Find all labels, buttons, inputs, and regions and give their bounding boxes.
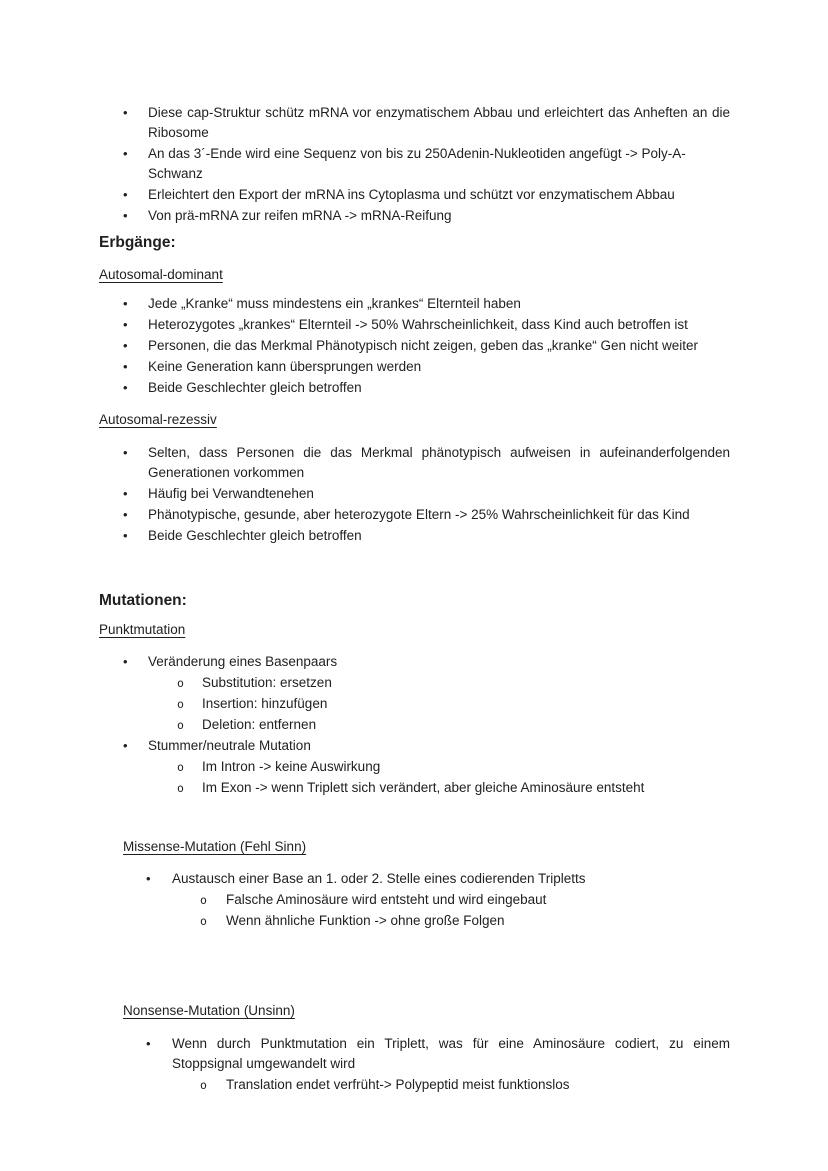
list-item-text: Stummer/neutrale Mutation [148, 738, 311, 753]
circle-bullet-icon: o [200, 914, 207, 928]
subheading-punktmutation: Punktmutation [99, 622, 186, 637]
dominant-bullet-list [99, 294, 730, 398]
list-item [99, 103, 730, 143]
sub-list-item-text: Im Exon -> wenn Triplett sich verändert, aber gleiche Aminosäure entsteht [202, 780, 645, 795]
subheading-nonsense-mutation: Nonsense-Mutation (Unsinn) [123, 1003, 295, 1018]
list-item-text: Ribosome [148, 125, 209, 140]
list-item [99, 869, 730, 889]
list-item-text: Selten, dass Personen die das Merkmal phänotypisch aufweisen in aufeinanderfolgenden [148, 445, 730, 460]
list-item [99, 526, 730, 546]
bullet-icon: • [123, 359, 128, 374]
list-item-text: Beide Geschlechter gleich betroffen [148, 528, 362, 543]
sub-list-item [99, 911, 730, 931]
list-item-text: Keine Generation kann übersprungen werden [148, 359, 422, 374]
sub-list-item-text: Wenn ähnliche Funktion -> ohne große Folgen [226, 913, 505, 928]
nonsense-section [99, 1001, 730, 1095]
list-item-text: Generationen vorkommen [148, 465, 305, 480]
bullet-icon: • [123, 738, 128, 753]
subheading-autosomal-rezessiv: Autosomal-rezessiv [99, 412, 217, 427]
bullet-icon: • [123, 146, 128, 161]
bullet-icon: • [123, 507, 128, 522]
list-item [99, 185, 730, 205]
sub-list-item [99, 715, 730, 735]
bullet-icon: • [123, 187, 128, 202]
subheading-missense-mutation: Missense-Mutation (Fehl Sinn) [123, 839, 307, 854]
bullet-icon: • [123, 317, 128, 332]
list-item-text: Phänotypische, gesunde, aber heterozygote Eltern -> 25% Wahrscheinlichkeit für das Kind [148, 507, 690, 522]
circle-bullet-icon: o [177, 781, 184, 795]
list-item-text: Wenn durch Punktmutation ein Triplett, was für eine Aminosäure codiert, zu einem [172, 1036, 730, 1051]
list-item [99, 505, 730, 525]
list-item-text: Stoppsignal umgewandelt wird [172, 1056, 356, 1071]
bullet-icon: • [123, 654, 128, 669]
bullet-icon: • [123, 296, 128, 311]
sub-list-item [99, 673, 730, 693]
list-item [99, 736, 730, 756]
subheading-row [123, 837, 730, 857]
list-item [99, 1034, 730, 1074]
list-item-text: Jede „Kranke“ muss mindestens ein „krankes“ Elternteil haben [148, 296, 521, 311]
bullet-icon: • [123, 208, 128, 223]
bullet-icon: • [146, 1036, 151, 1051]
circle-bullet-icon: o [200, 893, 207, 907]
subheading-row [99, 620, 730, 640]
missense-bullet-list [99, 869, 730, 931]
missense-section [99, 837, 730, 931]
bullet-icon: • [123, 445, 128, 460]
bullet-icon: • [123, 105, 128, 120]
list-item-text: Erleichtert den Export der mRNA ins Cytoplasma und schützt vor enzymatischem Abbau [148, 187, 675, 202]
list-item-text: Von prä-mRNA zur reifen mRNA -> mRNA-Reifung [148, 208, 452, 223]
list-item-text: Veränderung eines Basenpaars [148, 654, 338, 669]
list-item-text: Beide Geschlechter gleich betroffen [148, 380, 362, 395]
list-item-text: Austausch einer Base an 1. oder 2. Stelle eines codierenden Tripletts [172, 871, 586, 886]
sub-list-item-text: Insertion: hinzufügen [202, 696, 328, 711]
subheading-autosomal-dominant: Autosomal-dominant [99, 267, 223, 282]
sub-list-item-text: Deletion: entfernen [202, 717, 317, 732]
list-item [99, 294, 730, 314]
circle-bullet-icon: o [177, 760, 184, 774]
list-item [99, 336, 730, 356]
list-item [99, 652, 730, 672]
circle-bullet-icon: o [200, 1078, 207, 1092]
bullet-icon: • [123, 380, 128, 395]
sub-list-item [99, 778, 730, 798]
section-heading-mutationen: Mutationen: [99, 592, 187, 609]
bullet-icon: • [123, 486, 128, 501]
bullet-icon: • [123, 528, 128, 543]
intro-bullet-list [99, 103, 730, 226]
section-heading-erbgaenge: Erbgänge: [99, 234, 176, 251]
circle-bullet-icon: o [177, 676, 184, 690]
bullet-icon: • [146, 871, 151, 886]
list-item [99, 443, 730, 483]
sub-list-item [99, 757, 730, 777]
list-item [99, 484, 730, 504]
sub-list-item-text: Substitution: ersetzen [202, 675, 332, 690]
bullet-icon: • [123, 338, 128, 353]
sub-list-item [99, 890, 730, 910]
sub-list-item [99, 1075, 730, 1095]
circle-bullet-icon: o [177, 697, 184, 711]
list-item [99, 144, 730, 184]
list-item [99, 315, 730, 335]
list-item-text: Diese cap-Struktur schütz mRNA vor enzymatischem Abbau und erleichtert das Anheften an die [148, 105, 730, 120]
list-item [99, 206, 730, 226]
sub-list-item-text: Im Intron -> keine Auswirkung [202, 759, 381, 774]
list-item [99, 378, 730, 398]
circle-bullet-icon: o [177, 718, 184, 732]
list-item-text: Heterozygotes „krankes“ Elternteil -> 50% Wahrscheinlichkeit, dass Kind auch betroffen ist [148, 317, 688, 332]
list-item-text: Häufig bei Verwandtenehen [148, 486, 314, 501]
subheading-row [123, 1001, 730, 1021]
rezessiv-bullet-list [99, 443, 730, 546]
list-item [99, 357, 730, 377]
list-item-text: Personen, die das Merkmal Phänotypisch nicht zeigen, geben das „kranke“ Gen nicht weiter [148, 338, 699, 353]
list-item-text: An das 3´-Ende wird eine Sequenz von bis zu 250Adenin-Nukleotiden angefügt -> Poly-A-Schwanz [148, 146, 686, 181]
sub-list-item [99, 694, 730, 714]
sub-list-item-text: Falsche Aminosäure wird entsteht und wird eingebaut [226, 892, 547, 907]
subheading-row [99, 410, 730, 430]
subheading-row [99, 265, 730, 285]
sub-list-item-text: Translation endet verfrüht-> Polypeptid meist funktionslos [226, 1077, 570, 1092]
punktmutation-bullet-list [99, 652, 730, 798]
nonsense-bullet-list [99, 1034, 730, 1095]
